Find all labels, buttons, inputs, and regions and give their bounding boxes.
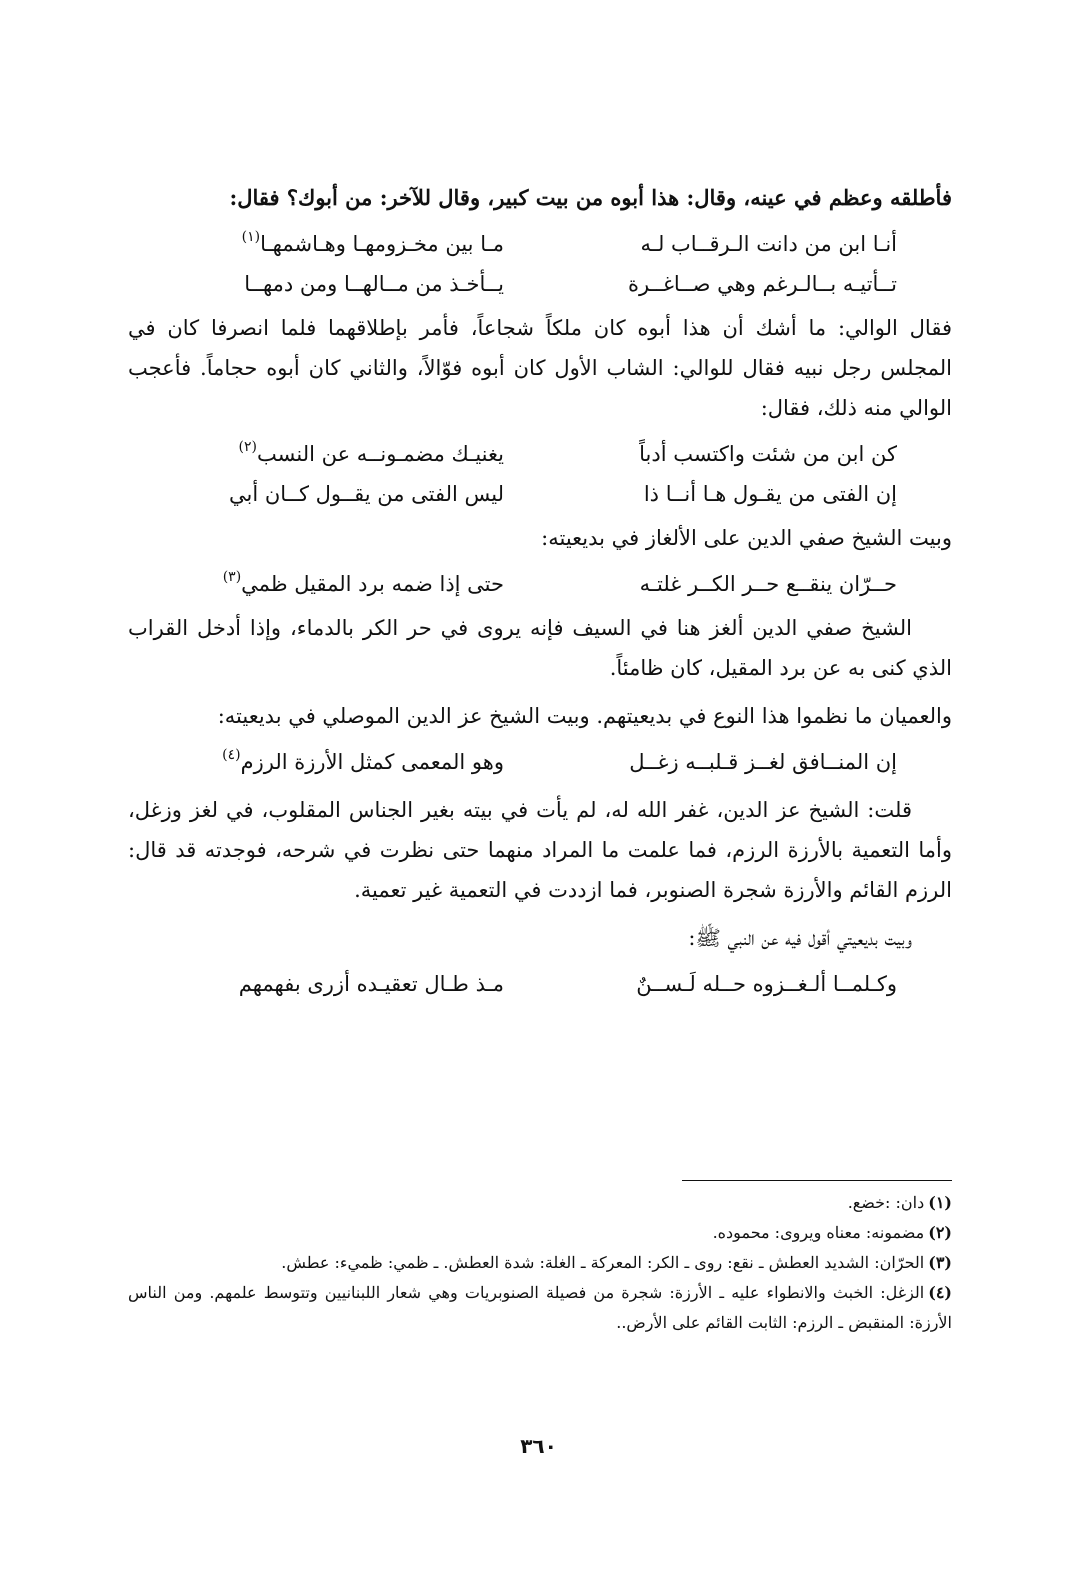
poem-verses <box>128 434 952 514</box>
verse-second-hemistich <box>242 224 504 264</box>
hemistich-text: حتى إذا ضمه برد المقيل ظمي <box>241 572 504 596</box>
verse-line <box>128 224 952 264</box>
verse-first-hemistich: إن المنــافق لغــز قـلبــه زغــل <box>629 750 897 774</box>
verse-line <box>128 742 952 782</box>
paragraph: والعميان ما نظموا هذا النوع في بديعيتهم. وبيت الشيخ عز الدين الموصلي في بديعيته: <box>217 704 952 728</box>
main-text <box>128 178 952 1008</box>
verse-line <box>128 264 952 304</box>
verse-line <box>128 564 952 604</box>
paragraph: فقال الوالي: ما أشك أن هذا أبوه كان ملكاً شجاعاً، فأمر بإطلاقهما فلما انصرفا كان في المجلس رجل نبيه فقال للوالي: الشاب الأول كان أبوه فوّالاً، والثاني كان أبوه حجاماً. فأعجب الوالي منه ذلك، فقال: <box>128 316 952 420</box>
hemistich-text: مـذ طـال تعقيـده أزرى بفهمهم <box>238 972 504 996</box>
verse-first-hemistich: حــرّان ينقــع حــر الكــر غلتـه <box>639 572 897 596</box>
page-number: ٣٦٠ <box>520 1434 557 1458</box>
footnote <box>128 1248 952 1278</box>
footnote-number: (١) <box>928 1193 952 1212</box>
verse-line <box>128 474 952 514</box>
verse-first-hemistich: أنـا ابن من دانت الـرقــاب لـه <box>640 232 897 256</box>
poem-verses <box>128 224 952 304</box>
verse-second-hemistich <box>222 742 504 782</box>
verse-second-hemistich <box>244 264 504 304</box>
verse-first-hemistich: كن ابن من شئت واكتسب أدباً <box>639 442 897 466</box>
footnote <box>128 1188 952 1218</box>
verse-first-hemistich: وكـلمــا ألـغــزوه حــله لَـســنٌ <box>636 972 897 996</box>
footnote-text: الزغل: الخبث والانطواء عليه ـ الأرزة: شجرة من فصيلة الصنوبريات وهي شعار اللبنانيين وتتوسط علمهم. ومن الناس الأرزة: المنقبض ـ الرزم: الثابت القائم على الأرض.. <box>128 1283 952 1332</box>
verse-second-hemistich <box>239 964 504 1004</box>
footnote-reference[interactable]: (٣) <box>222 569 242 585</box>
hemistich-text: ليس الفتى من يقــول كــان أبي <box>229 482 504 506</box>
footnote-number: (٢) <box>928 1223 952 1242</box>
verse-second-hemistich <box>239 434 504 474</box>
footnote-reference[interactable]: (٢) <box>238 439 258 455</box>
footnote-divider <box>682 1180 952 1181</box>
footnote-reference[interactable]: (١) <box>241 229 261 245</box>
verse-second-hemistich <box>223 564 504 604</box>
verse-first-hemistich: إن الفتى من يقـول هـا أنــا ذا <box>643 482 897 506</box>
paragraph: وبيت بديعيتي أقول فيه عن النبي ﷺ: <box>688 926 912 950</box>
poem-verses <box>128 964 952 1004</box>
verse-line <box>128 964 952 1004</box>
footnote-text: مضمونه: معناه ويروى: محموده. <box>712 1223 925 1242</box>
verse-second-hemistich <box>229 474 504 514</box>
footnote-number: (٣) <box>928 1253 952 1272</box>
paragraph: قلت: الشيخ عز الدين، غفر الله له، لم يأت في بيته بغير الجناس المقلوب، في لغز وزغل، وأما التعمية بالأرزة الرزم، فما علمت ما المراد منهما حتى نظرت في شرحه، فوجدته قد قال: الرزم القائم والأرزة شجرة الصنوبر، فما ازددت في التعمية غير تعمية. <box>128 798 952 902</box>
paragraph: فأطلقه وعظم في عينه، وقال: هذا أبوه من بيت كبير، وقال للآخر: من أبوك؟ فقال: <box>229 185 952 210</box>
paragraph: الشيخ صفي الدين ألغز هنا في السيف فإنه يروى في حر الكر بالدماء، وإذا أدخل القراب الذي كنى به عن برد المقيل، كان ظامئاً. <box>128 616 952 680</box>
footnote-number: (٤) <box>928 1283 952 1302</box>
footnote <box>128 1278 952 1338</box>
footnote-text: الحرّان: الشديد العطش ـ نقع: روى ـ الكر: المعركة ـ الغلة: شدة العطش. ـ ظمي: ظميء: عطش. <box>281 1253 925 1272</box>
footnote-reference[interactable]: (٤) <box>222 747 241 763</box>
footnote <box>128 1218 952 1248</box>
hemistich-text: يــأخـذ من مــالهــا ومن دمهــا <box>244 272 504 296</box>
hemistich-text: مـا بين مخـزومهـا وهـاشمهـا <box>260 232 504 256</box>
verse-line <box>128 434 952 474</box>
footnotes <box>128 1188 952 1338</box>
poem-verses <box>128 564 952 604</box>
paragraph: وبيت الشيخ صفي الدين على الألغاز في بديعيته: <box>541 526 952 550</box>
poem-verses <box>128 742 952 782</box>
verse-first-hemistich: تــأتيـه بــالـرغم وهي صــاغــرة <box>628 272 897 296</box>
footnote-text: دان: :خضع. <box>847 1193 925 1212</box>
hemistich-text: يغنيـك مضمـونــه عن النسب <box>257 442 504 466</box>
hemistich-text: وهو المعمى كمثل الأرزة الرزم <box>240 750 504 774</box>
